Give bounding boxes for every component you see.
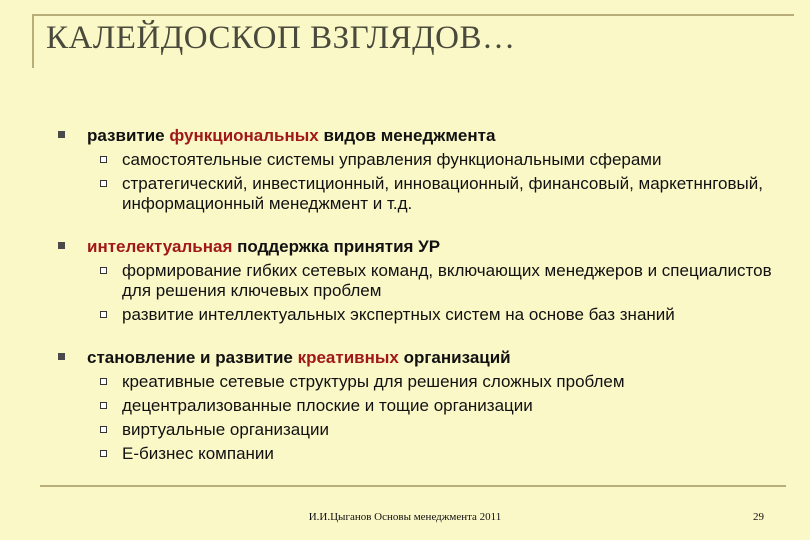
list-item-text: стратегический, инвестиционный, инновационный, финансовый, маркетннговый, информационный менеджмент и т.д. — [122, 174, 763, 213]
section-creative — [46, 347, 786, 464]
list-item-text: формирование гибких сетевых команд, включающих менеджеров и специалистов для решения ключевых проблем — [122, 261, 772, 300]
heading-accent: функциональных — [169, 126, 319, 145]
list-item-text: креативные сетевые структуры для решения сложных проблем — [122, 372, 625, 391]
footer-credit: И.И.Цыганов Основы менеджмента 2011 — [308, 511, 502, 523]
square-bullet-icon — [58, 131, 65, 138]
list-item — [100, 420, 786, 440]
square-bullet-icon — [58, 242, 65, 249]
checkbox-bullet-icon — [100, 450, 107, 457]
heading-accent: интелектуальная — [87, 237, 233, 256]
list-item-text: самостоятельные системы управления функциональными сферами — [122, 150, 662, 169]
list-item-text: Е-бизнес компании — [122, 444, 274, 463]
list-item-text: децентрализованные плоские и тощие организации — [122, 396, 533, 415]
heading-text: становление и развитие — [87, 348, 298, 367]
checkbox-bullet-icon — [100, 426, 107, 433]
section-functional — [46, 125, 786, 214]
section-intellectual — [46, 236, 786, 325]
slide-content — [46, 125, 786, 486]
checkbox-bullet-icon — [100, 156, 107, 163]
heading-text: развитие — [87, 126, 170, 145]
heading-accent: креативных — [297, 348, 399, 367]
heading-text: видов менеджмента — [318, 126, 496, 145]
page-number: 29 — [753, 511, 764, 523]
list-item — [100, 150, 786, 170]
list-item — [100, 372, 786, 392]
list-item — [100, 396, 786, 416]
section-heading — [87, 347, 786, 368]
list-item — [100, 174, 786, 214]
section-heading — [87, 125, 786, 146]
list-item — [100, 261, 786, 301]
checkbox-bullet-icon — [100, 402, 107, 409]
section-heading — [87, 236, 786, 257]
list-item — [100, 444, 786, 464]
list-item-text: виртуальные организации — [122, 420, 329, 439]
square-bullet-icon — [58, 353, 65, 360]
checkbox-bullet-icon — [100, 378, 107, 385]
slide-title: КАЛЕЙДОСКОП ВЗГЛЯДОВ… — [46, 20, 516, 56]
list-item-text: развитие интеллектуальных экспертных систем на основе баз знаний — [122, 305, 675, 324]
checkbox-bullet-icon — [100, 267, 107, 274]
list-item — [100, 305, 786, 325]
footer-divider — [40, 485, 786, 487]
heading-text: поддержка принятия УР — [232, 237, 441, 256]
checkbox-bullet-icon — [100, 180, 107, 187]
checkbox-bullet-icon — [100, 311, 107, 318]
heading-text: организаций — [398, 348, 511, 367]
